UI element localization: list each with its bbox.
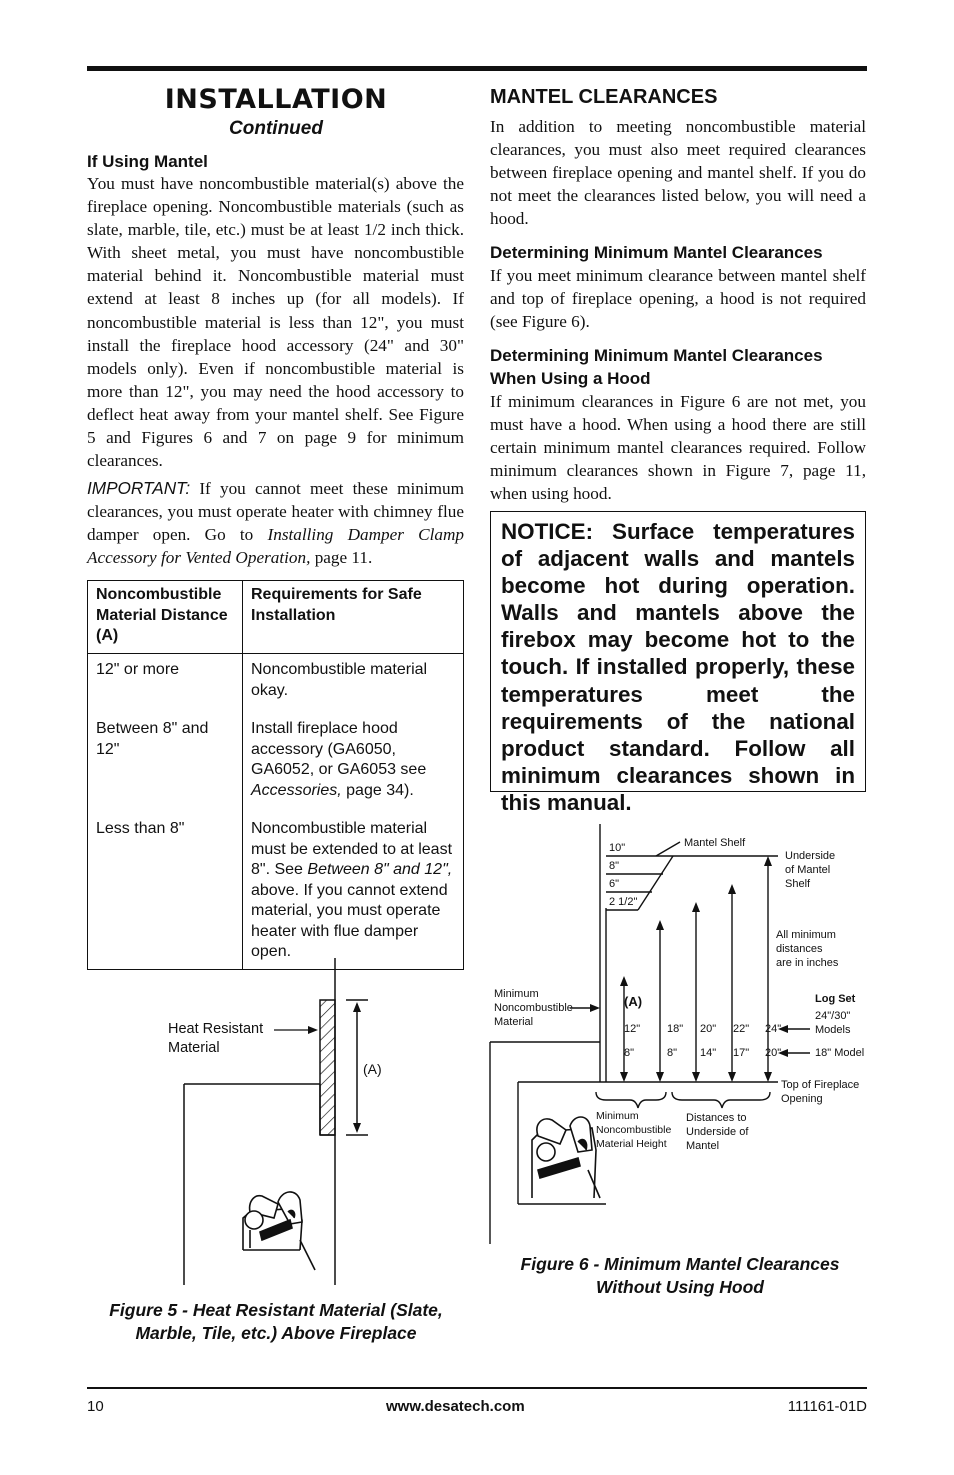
table-cell-requirement (243, 815, 464, 969)
distances-label-line: Underside of (686, 1126, 749, 1138)
page-number: 10 (87, 1398, 104, 1415)
clearance-18-a: 8" (624, 1047, 635, 1059)
mantel-clearances-heading: MANTEL CLEARANCES (490, 86, 718, 108)
top-opening-label-line: Opening (781, 1093, 823, 1105)
figure5-caption-line: Figure 5 - Heat Resistant Material (Slate, (109, 1300, 443, 1320)
all-minimum-label (776, 928, 838, 970)
clearance-24-30-a: 12" (624, 1023, 641, 1035)
clearance-18-e: 20" (765, 1047, 782, 1059)
shelf-depth-8: 8" (609, 860, 620, 872)
figure6-caption-line: Figure 6 - Minimum Mantel Clearances (520, 1254, 840, 1274)
underside-label-line: Underside (785, 850, 836, 862)
min-height-label-line: Noncombustible (596, 1124, 672, 1136)
figure6-caption (490, 1253, 870, 1299)
mantel-shelf-label: Mantel Shelf (684, 837, 746, 849)
requirements-table (87, 580, 464, 970)
min-noncomb-label-line: Noncombustible (494, 1002, 573, 1014)
requirement-ref: Between 8" and 12", (307, 861, 453, 878)
figure5-material-label (168, 1020, 263, 1058)
min-height-label-line: Material Height (596, 1138, 667, 1150)
underside-label-line: of Mantel (785, 864, 831, 876)
min-noncomb-label (494, 987, 573, 1029)
min-noncomb-label-line: Material (494, 1016, 534, 1028)
figure6-a-label: (A) (624, 994, 643, 1009)
important-paragraph (87, 477, 464, 569)
table-cell-distance: Between 8" and 12" (88, 715, 243, 815)
important-text: If you cannot meet these minimum clearances, you must operate heater with chimney flue damper open. Go to (87, 479, 464, 545)
requirement-text: page 34). (341, 781, 414, 799)
shelf-depth-10: 10" (609, 842, 626, 854)
log-set-24-30-label-line: Models (815, 1024, 851, 1036)
log-set-24-30-label (815, 1009, 850, 1037)
log-set-18-label: 18" Model (815, 1047, 865, 1059)
figure5-diagram (150, 950, 470, 1290)
determining-hood-paragraph: If minimum clearances in Figure 6 are not met, you must have a hood. When using a hood there are still certain minimum mantel clearances required. Follow minimum clearances shown in Figure 7, page 11, when using hood. (490, 392, 866, 504)
figure5-caption (80, 1299, 472, 1345)
clearance-24-30-c: 20" (700, 1023, 717, 1035)
section-subtitle: Continued (229, 118, 323, 139)
mantel-clearances-intro: In addition to meeting noncombustible material clearances, you must also meet required clearances between fireplace opening and mantel shelf. If you do not meet the clearances listed below, you will need a hood. (490, 117, 866, 229)
determining-heading: Determining Minimum Mantel Clearances (490, 243, 823, 262)
distances-label-line: Mantel (686, 1140, 720, 1152)
requirement-ref: Accessories, (251, 781, 342, 799)
table-row (88, 654, 464, 716)
min-height-label-line: Minimum (596, 1110, 639, 1122)
all-minimum-label-line: are in inches (776, 957, 839, 969)
requirement-text: Noncombustible material must be extended to at least 8". See (251, 820, 453, 878)
figure5-caption-line: Marble, Tile, etc.) Above Fireplace (135, 1323, 417, 1343)
important-page: page 11. (310, 548, 373, 568)
table-header-distance: Noncombustible Material Distance (A) (88, 581, 243, 654)
table-cell-requirement (243, 715, 464, 815)
underside-label-line: Shelf (785, 878, 811, 890)
requirement-text: Install fireplace hood accessory (GA6050, GA6052, or GA6053 see (251, 720, 427, 778)
top-opening-label (781, 1078, 859, 1106)
table-cell-distance: 12" or more (88, 654, 243, 716)
underside-label (785, 849, 835, 891)
table-row (88, 815, 464, 969)
clearance-24-30-e: 24" (765, 1023, 782, 1035)
all-minimum-label-line: distances (776, 943, 823, 955)
clearance-18-d: 17" (733, 1047, 750, 1059)
top-opening-label-line: Top of Fireplace (781, 1079, 860, 1091)
figure5-material-label-line: Heat Resistant (168, 1021, 264, 1037)
determining-paragraph: If you meet minimum clearance between mantel shelf and top of fireplace opening, a hood is not required (see Figure 6). (490, 266, 866, 332)
requirement-text: above. If you cannot extend material, you must operate heater with flue damper open. (251, 881, 448, 960)
table-header-requirements: Requirements for Safe Installation (243, 581, 464, 654)
log-set-title: Log Set (815, 993, 856, 1005)
figure6-caption-line: Without Using Hood (596, 1277, 764, 1297)
website-link[interactable]: www.desatech.com (386, 1398, 525, 1415)
section-title: INSTALLATION (164, 84, 388, 115)
table-row (88, 715, 464, 815)
important-ref-link: Installing Damper Clamp Accessory for Vented Operation, (87, 525, 464, 568)
log-set-24-30-label-line: 24"/30" (815, 1010, 851, 1022)
clearance-18-b: 8" (667, 1047, 678, 1059)
shelf-depth-2-5: 2 1/2" (609, 896, 638, 908)
document-number: 111161-01D (787, 1398, 867, 1415)
table-cell-distance: Less than 8" (88, 815, 243, 969)
shelf-depth-6: 6" (609, 878, 620, 890)
bottom-rule (87, 1387, 867, 1389)
notice-box: NOTICE: Surface temperatures of adjacent walls and mantels become hot during operation. Walls and mantels above the firebox may become hot to the touch. If installed properly, these temperatures meet the requirements of the national product standard. Follow all minimum clearances shown in this manual. (490, 511, 866, 792)
if-using-mantel-heading: If Using Mantel (87, 152, 208, 171)
figure5-a-label: (A) (363, 1061, 382, 1077)
distances-label (686, 1111, 748, 1153)
distances-label-line: Distances to (686, 1112, 747, 1124)
table-cell-requirement: Noncombustible material okay. (243, 654, 464, 716)
clearance-24-30-d: 22" (733, 1023, 750, 1035)
all-minimum-label-line: All minimum (776, 929, 836, 941)
figure5-material-label-line: Material (168, 1040, 220, 1056)
clearance-18-c: 14" (700, 1047, 717, 1059)
if-using-mantel-paragraph: You must have noncombustible material(s) above the fireplace opening. Noncombustible materials (such as slate, marble, tile, etc.) must be at least 1/2 inch thick. With sheet metal, you must have noncombustible material behind it. Noncombustible material must extend at least 8 inches up (for all models). If noncombustible material is less than 12", you must install the fireplace hood accessory (24" and 30" models only). Even if noncombustible material is more than 12", you may need the hood accessory to deflect heat away from your mantel shelf. See Figure 5 and Figures 6 and 7 on page 9 for minimum clearances. (87, 174, 464, 471)
clearance-24-30-b: 18" (667, 1023, 684, 1035)
table-header-row (88, 581, 464, 654)
important-label: IMPORTANT: (87, 478, 191, 498)
top-rule (87, 66, 867, 71)
min-noncomb-label-line: Minimum (494, 988, 539, 1000)
min-height-label (596, 1109, 671, 1151)
determining-hood-heading: Determining Minimum Mantel Clearances When Using a Hood (490, 346, 823, 388)
